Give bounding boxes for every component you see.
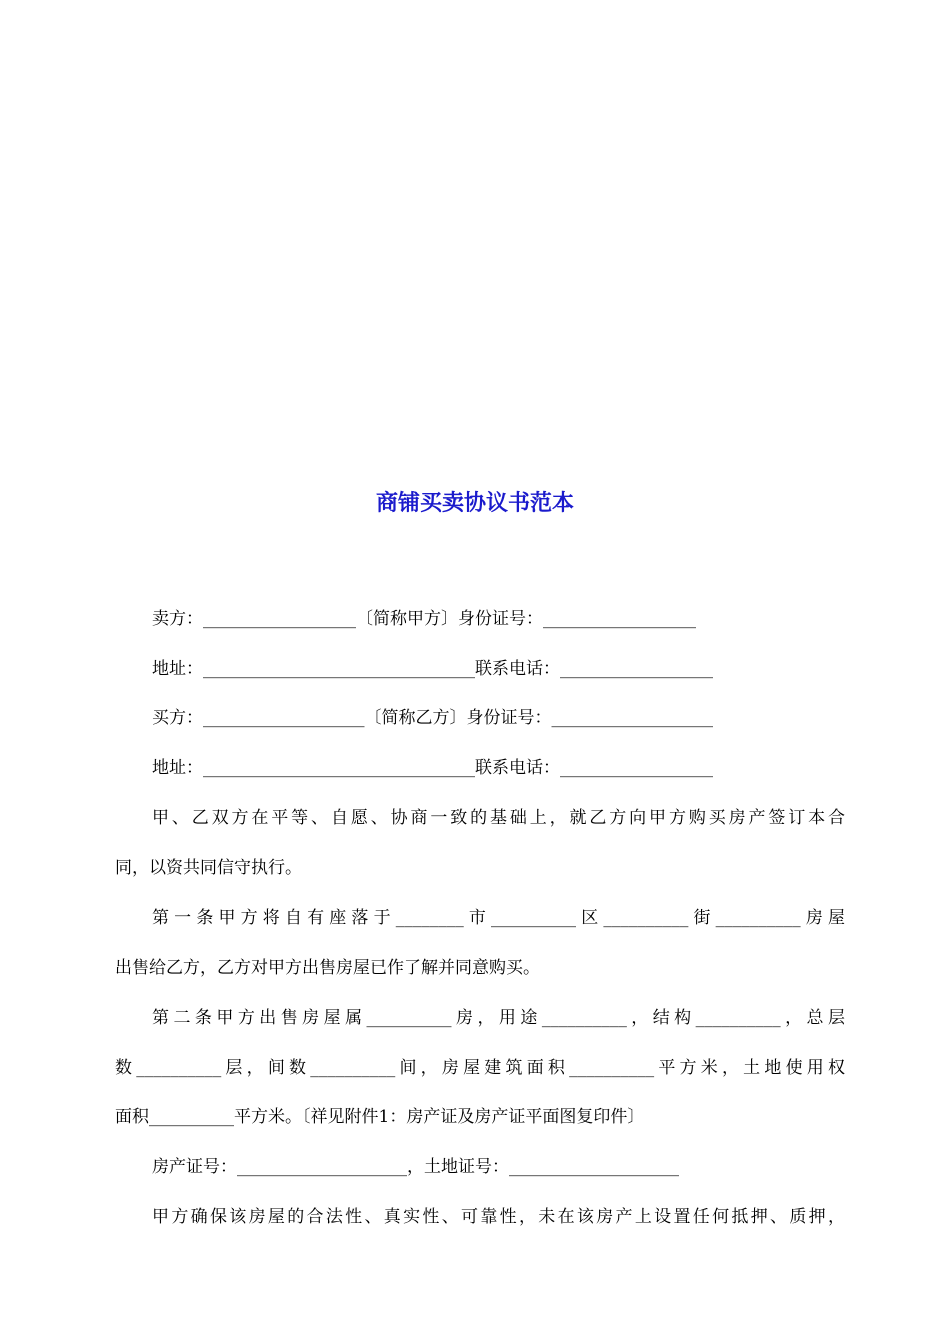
- buyer-line: 买方：___________________〔简称乙方〕身份证号：___________________: [152, 708, 713, 728]
- document-title: 商铺买卖协议书范本: [375, 490, 574, 516]
- article-2-line-1: 第二条甲方出售房屋属__________房，用途__________，结构__________，总层: [152, 1008, 845, 1028]
- article-1-line-2: 出售给乙方，乙方对甲方出售房屋已作了解并同意购买。: [115, 958, 540, 978]
- preamble-line-2: 同，以资共同信守执行。: [115, 858, 302, 878]
- seller-line: 卖方：__________________〔简称甲方〕身份证号：__________________: [152, 609, 696, 629]
- seller-address-line: 地址：________________________________联系电话：__________________: [152, 659, 713, 679]
- article-1-line-1: 第一条甲方将自有座落于________市__________区__________街__________房屋: [152, 908, 845, 928]
- buyer-address-line: 地址：________________________________联系电话：__________________: [152, 758, 713, 778]
- guarantee-line-1: 甲方确保该房屋的合法性、真实性、可靠性，未在该房产上设置任何抵押、质押，: [152, 1207, 845, 1227]
- preamble-line-1: 甲、乙双方在平等、自愿、协商一致的基础上，就乙方向甲方购买房产签订本合: [152, 808, 845, 828]
- article-2-line-2: 数__________层，间数__________间，房屋建筑面积__________平方米，土地使用权: [115, 1058, 845, 1078]
- article-2-line-3: 面积__________平方米。〔祥见附件1：房产证及房产证平面图复印件〕: [115, 1107, 645, 1127]
- certificate-numbers-line: 房产证号：____________________，土地证号：____________________: [152, 1157, 679, 1177]
